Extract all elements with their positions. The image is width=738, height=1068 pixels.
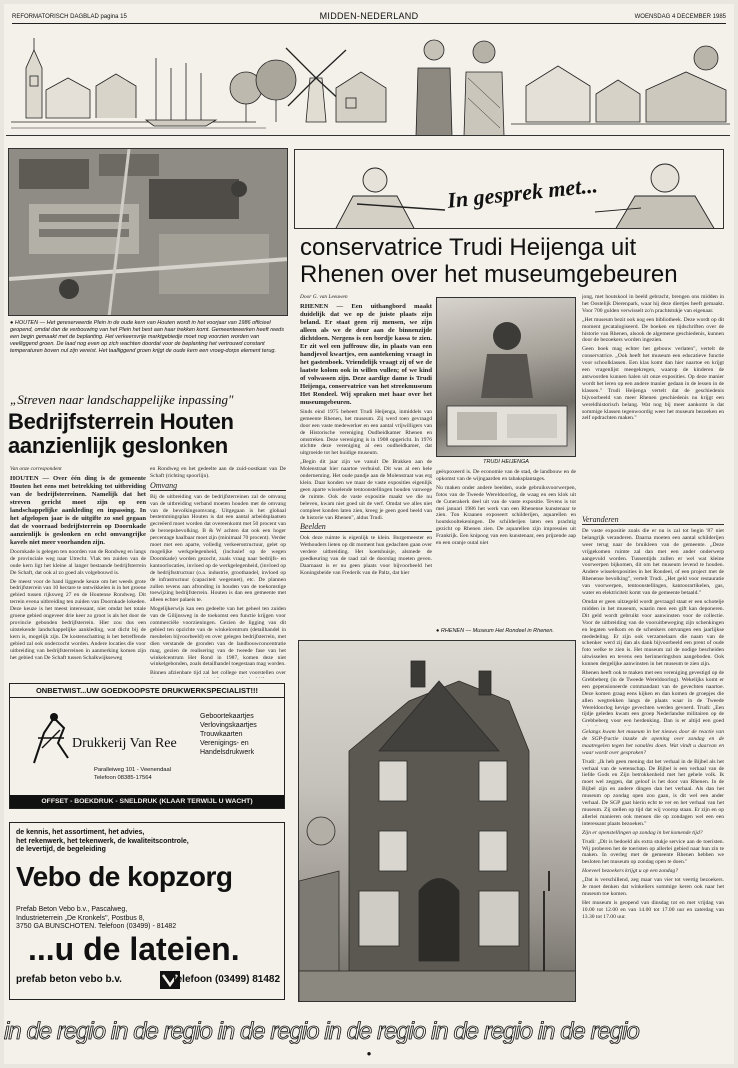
interview-paragraph: Ook deze ruimte is eigenlijk te klein. Burgemeester en Wethouders lieten op dit moment hun gedachten gaan over verdere uitbreiding. Het koetshuisje, alsmede de goedkeuring van de raad zal de doorslag moeten geven. Daarnaast is er nu geen plaats voor bijvoorbeeld het Koningsbeide van Frederik van de Paltz, dat hier (300, 535, 432, 576)
interview-column-3c (582, 729, 724, 1009)
page-bottom-mark: ● (366, 1049, 372, 1058)
advertisement-vebo (9, 822, 285, 1000)
service-item: Verenigings- en (200, 740, 249, 747)
ad-vebo-address-line: Prefab Beton Vebo b.v., Pascalweg, (16, 906, 128, 913)
photo-caption-trudi: TRUDI HEIJENGA (483, 459, 529, 465)
article-headline-houten: Bedrijfsterrein Houten aanzienlijk geslonken (8, 409, 234, 458)
article-lead: HOUTEN — Over één ding is de gemeente Houten het eens met betrekking tot uitbreiding van de bedrijfsterreinen. Namelijk dat het streven gericht moet zijn op een landschappelijke aankleding en inpassing. In het afgelopen jaar is de uitgifte zo snel gegaan dat de voorraad bedrijfsterrein op Doornkade aanzienlijk is geslonken en echt omvangrijke kavels niet meer voorhanden zijn. (10, 474, 146, 546)
article-paragraph: Doornkade is gelegen ten noorden van de Rondweg en langs de provinciale weg naar Utrecht. Vlak ten zuiden van de oude kern ligt het kleine al langer bestaande bedrijfsterrein De Schaft, dat ook al zo goed als volgebouwd is. (10, 548, 146, 576)
ad-drukkerij-phone: Telefoon 08385-17564 (94, 774, 152, 781)
interview-paragraph: Sinds eind 1975 beheert Trudi Heijenga, inmiddels van gemeente Rhenen, het museum. Zij werd toen gevraagd door een vaste medewerker en een aantal vrijwilligers van de Historische vereniging Oudheidkamer Rhenen en omstreken. Deze vereniging is in 1908 opgericht. In 1976 stichtte deze vereniging al een oudheidkamer, dat uitgroeide tot het huidige museum. (300, 408, 432, 457)
subhead-beelden: Beelden (300, 524, 432, 532)
photo-caption-museum: ● RHENEN — Museum Het Rondeel in Rhenen. (436, 628, 554, 634)
interview-question: Gelangs kwam het museum in het nieuws door de reactie van de SGP-fractie inzake de opening over zondag en de maatregelen tegen het vanalles doen. Wat vindt u daarvan en waar wordt over gesproken? (582, 729, 724, 756)
article-paragraph: Mogelijkerwijs kan een gedeelte van het geheel ten zuiden van de Gilijnsweg in de toekomst een functie krijgen voor commerciële voorzieningen. Gezien de ligging van dit gebied ten opzichte van de winkelcentrum (detailhandel in meubelen bijvoorbeeld) en over gelegen bedrijfsterrein, met dien verstande de gronden van de landbouwconcentratie mag, gezien de realisering van de tweede fase van het winkelcentrum Het Rond in 1987, komen deze niet winkelgebonden, zoals detailhandel toegestaan mag worden. (150, 606, 286, 668)
ad-vebo-slogan-2: ...u de lateien. (28, 931, 240, 967)
service-item: Verlovingskaartjes (200, 722, 257, 729)
ad-drukkerij-footer: OFFSET - BOEKDRUK - SNELDRUK (KLAAR TERWIJL U WACHT) (10, 795, 284, 808)
interview-paragraph: „Het museum bezit ook nog een bibliotheek. Deze wordt op dit moment gecatalogiseerd. De boeken en tijdschriften over de historie van Rhenen, alsook de algemene geschiedenis, kunnen door de bezoekers worden ingezien. (582, 316, 724, 344)
interview-column-1 (300, 294, 432, 634)
ad-drukkerij-brand: Drukkerij Van Ree (72, 736, 177, 751)
section-banner-illustration (6, 28, 730, 136)
interview-column-3 (582, 294, 724, 512)
printer-logo-icon (24, 708, 76, 768)
article-paragraph: en Rondweg en het gedeelte aan de zuid-oostkant van De Schaft (richting spoorlijn). (150, 466, 286, 479)
article-column-2 (150, 466, 286, 678)
interview-lead: RHENEN — Een uithangbord maakt duidelijk dat we op de juiste plaats zijn beland. Er staat geen rij mensen, we zijn alleen als we de deur aan de binnenzijde dichtdoen. Nergens is een bordje kassa te zien. Er zit wel een juffrouw die, in plaats van een handjevol kwartjes, een aantekening vraagt in het gastenboek. Vriendelijk vraagt zij of we de laatste kolom ook in willen vullen; of we kind of volwassen zijn. Deze aardige dame is Trudi Heijenga, conservatrice van het streekmuseum Het Rondeel. Wij spraken met haar over het museumgebeuren. (300, 302, 432, 406)
interview-series-title: In gesprek met... (446, 172, 599, 213)
ad-vebo-slogan: Vebo de kopzorg (16, 861, 233, 892)
subhead-omvang: Omvang (150, 483, 286, 491)
article-paragraph: Binnen afzienbare tijd zal het college met voorstellen over (150, 670, 286, 677)
interview-series-banner (294, 149, 724, 229)
ad-vebo-address-line: 3750 GA BUNSCHOTEN. Telefoon (03499) - 81482 (16, 923, 177, 930)
ad-drukkerij-services (200, 712, 257, 757)
interview-paragraph: jong, met houtskool in beeld gebracht, brengen ons midden in het Oostelijk Dierenpark, waar hij deze diertjes heeft gemaakt. Voor 700 gulden verwisselt zo'n prachtstukje van eigenaar. (582, 294, 724, 314)
interview-paragraph: Nu maken onder andere beelden, oude gebruiksvoorwerpen, fotos van de Tweede Wereldoorlog, de waag en een klok uit de Cunerakerk deel uit van de vaste expositie. Tevens is tot mei januari 1986 het werk van een Rhenense kunstenaar te zien. Ton Kraanen exposeert schilderijen, aquarellen en houtskooltekeningen. De schilderijen laten een prachtig gezicht op Rhenen zien. De aquarellen zijn impressies uit Frankrijk. Een knipoog van een kunstenaar, een prijzende aap en een oranje outal niet (436, 484, 576, 547)
ad-vebo-intro-line: de kennis, het assortiment, het advies, (16, 829, 145, 836)
ad-vebo-address-line: Industrieterrein „De Kronkels", Postbus 8, (16, 914, 145, 922)
interview-byline: Door G. van Leeuwen (300, 294, 348, 300)
subhead-veranderen: Veranderen (582, 517, 724, 525)
page-header (12, 10, 726, 24)
ad-vebo-intro-line: het rekenwerk, het tekenwerk, de kwaliteitscontrole, (16, 837, 189, 845)
ad-vebo-intro (16, 829, 189, 855)
interview-paragraph: De vaste expositie zoals die er nu is zal tot begin '87 niet belangrijk veranderen. Daarna moeten een aantal schilderijen weer terug naar de bruikleen van de gemeente. „Deze vrijgekomen ruimte zal dan met een ander onderwerp aangevuld worden. Tussentijds zullen er wel wat kleine voorwerpen bijkomen, dit om het museum levend te houden. Andere wisselexposities in het Rondeel, of een project met de Rhenense bevolking", vertelt Trudi. „Het geld voor restauratie van voorwerpen, tentoonstellingen, kantoorartikelen, gas, water en elektriciteit komt van de gemeente betaald." (582, 527, 724, 597)
museum-photo-rondeel (298, 640, 576, 1002)
ad-vebo-intro-line: de levertijd, de begeleiding (16, 846, 106, 853)
article-paragraph: De meest voor de hand liggende keuze om het weeds grote bedrijfsterrein van 10 hectare te ontwikkelen is in het groene gebied tussen rijksweg 27 en de Houtense Rondweg. Dit terrein evena uitbreiding ten zuiden van Doornkade lokeden. Deze keuze is het meest interessant, niet omdat het totale groene gebied ongeveer drie keer zo groot is als het door de provincie gebonden bedrijfsterrein. Hier zou dus een uitstekende landschappelijke aankleding, wat dicht bij de kern is, mogelijk zijn. De kostenschatting is het betreffende gebied zal ook onderzocht worden. Andere locaties die voor uitbreiding van bedrijfsterreinen in aanmerking komen zijn het gebied van De Schaft tussen Schalkwijkseweg (10, 578, 146, 661)
service-item: Handelsdrukwerk (200, 749, 255, 756)
article-column-1 (10, 466, 146, 678)
interview-question: Hoeveel bezoekers krijgt u op een zondag? (582, 868, 678, 875)
ad-vebo-company: prefab beton vebo b.v. (16, 974, 122, 985)
regional-footer-band: in de regio in de regio in de regio in de regio in de regio in de regio (4, 1018, 639, 1044)
interview-paragraph: „Dat is verschillend, zeg maar van vier tot veertig bezoekers. Je moet denken dat winkeliers sommige keren ook naar het museum toe komen. (582, 877, 724, 897)
aerial-photo-houten (8, 148, 288, 316)
banner-drawing (6, 28, 730, 136)
interview-column-3b (582, 514, 724, 726)
interview-paragraph: Trudi: „Dit is bedoeld als extra stukje service aan de toeristen. Wij proberen het de toeristen op allerlei gebied naar hun zin te maken. In overleg met de gemeente Rhenen hebben we besloten het museum op zondag open te doen." (582, 838, 724, 866)
interview-question: Zijn er openstellingen op zondag in het komende tijd? (582, 829, 703, 836)
interview-paragraph: Omdat er geen uitzegeld wordt gevraagd staat er een schotelje midden in het museum, waarin men een gift kan deponeren. Dit geld wordt gebruikt voor aanwinsten voor de collectie. Voor de uitbreiding van de vooruitbeweging zijn schenkingen en legaten welkom en de schenkers ontvangen een jaarlijkse mededeling. Er zijn ook verzamelaars die naam van de schenker werd zij dan als dank bijvoorbeeld een prent of oude foto welke te zien is. Het museum zal de nodige bescheiden uitwisselen en tevens een herinneringsbon aangeboden. Ook kunnen dergelijke aanwinsten in het museum te zien zijn. (582, 598, 724, 668)
article-paragraph: Bij de uitbreiding van de bedrijfsterreinen zal de omvang van de uitbreiding verband moeten houden met de omvang van de bevolkingsomvang. Uitgegaan is het globaal bestemmingsplan Houten is dat een aantal arbeidsplaatsen gecreëerd moet worden dat overeenkomt met 50 procent van de beroepsbevolking. B & W achten dat ook een hoger percentage haalbaar moet zijn (minimaal 70 procent). Verder moet met een aparte, volledig verkeersstructuur, gelet op mogelijke werkgelegenheid, (inclusief op de wegen Doornkade) worden gezocht, zoals vraag naar bedrijfs- en kantoorlocaties, invloed op de werkgelegenheid, (invloed op de bedrijfsstructuur (o.a. industrie, groothandel, invloed op de infrastructuur (capaciteit wegennet), etc. De plannen zullen tevens aan afronding in houden van de toekomstige toewijzing bedrijfsterrein. Houten is dan een gemeente met alleen echter palaeis te. (150, 493, 286, 604)
interview-paragraph: Rhenen heeft ook te maken met een vereniging gevestigd op de Grebbeberg (in de Tweede Wereldoorlog). Wekelijks komt er een gepensioneerde commandant van de gevechten naartoe. Deze komen graag eens kijken en dan komen de groepjes die allen wegtrekken langs de plaats waar in de Tweede Wereldoorlog hevige gevechten werden gevoerd. Trudi: „Een tijdje geleden kwam een groep Nederlandse militairen op de Grebbeberg voor een herdenking. Dan is er altijd een goed (582, 670, 724, 725)
ad-vebo-phone: telefoon (03499) 81482 (173, 974, 280, 985)
header-section: MIDDEN-NEDERLAND (319, 11, 419, 21)
portrait-photo-trudi (436, 297, 576, 457)
header-left: REFORMATORISCH DAGBLAD pagina 15 (12, 14, 127, 20)
service-item: Geboortekaartjes (200, 713, 254, 720)
ad-drukkerij-address: Paralleiweg 101 - Veenendaal (94, 767, 172, 773)
interview-paragraph: Het museum is geopend van dinsdag tot en met vrijdag van 10.00 tot 12.00 en van 14.00 tot 17.00 uur en zaterdag van 13.30 tot 17.00 uur. (582, 899, 724, 920)
interview-paragraph: geëxpoxeerd is. De economie van de stad, de landbouw en de opkomst van de wijngaarden en tabaksplantages. (436, 469, 576, 482)
article-byline: Van onze correspondent (10, 466, 62, 472)
interview-paragraph: Geen boek mag echter het gebouw verlaten", vertelt de conservatrice. „Ook heeft het museum een educatieve functie voor schoolklassen. Een klas komt dan hier naartoe en krijgt een vragenlijst meegekregen, waarop de kinderen de antwoorden kunnen halen uit onze exposities. Op deze manier wordt het leren op een andere manier gedaan in de lessen in de klassen." Trudi Heijenga vertelt dat de geschiedenis bijvoorbeeld van meer Rhenen geschiedenis nu krijgt een wereldhistorisch belang. Wat nog bij meer aankomt is dat sommige klassen tegenwoordig weer het museum bezoeken en zelf opdrachten maken." (582, 346, 724, 422)
ad-drukkerij-address-block (94, 767, 171, 782)
article-kicker: „Streven naar landschappelijke inpassing" (10, 392, 234, 407)
service-item: Trouwkaarten (200, 731, 243, 738)
ad-drukkerij-headline: ONBETWIST...UW GOEDKOOPSTE DRUKWERKSPECIALIST!!! (10, 684, 284, 698)
article-headline-rhenen: conservatrice Trudi Heijenga uit Rhenen over het museumgebeuren (300, 234, 678, 288)
newspaper-page (4, 4, 734, 1064)
aerial-photo-content (9, 149, 288, 316)
advertisement-drukkerij (9, 683, 285, 809)
header-date: WOENSDAG 4 DECEMBER 1985 (634, 14, 726, 20)
ad-vebo-address (16, 906, 176, 932)
museum-photo-content (299, 641, 576, 1002)
photo-caption-houten: ● HOUTEN — Het gereserveerde Plein in de oude kern van Houten wordt in het voorjaar van 1986 officieel geopend, omdat dan de verbouwing van het Plein het best aan haar trekken komt. Gemeentewerken heeft reeds een begin gemaakt met de beplanting. Het verkeersvrije marktgebiedje moet nog voorzien worden van veelliggend groen. De laad nog even op zich wachten doordat voor de beplanting het vertrouwd constant temperaturen boven nul zijn vereist. Het taalliggend groen krijgt de oude kern een vroeg-dorps element terug. (10, 320, 284, 354)
portrait-photo-content (437, 298, 576, 457)
interview-paragraph: Trudi: „Ik heb geen mening dat het verhaal in de Bijbel als het verhaal van de wetenschap. De Bijbel is een verhaal van de liefde Gods en Zijn betrokkenheid met het gehele volk. Ik moet wel zeggen, dat geloof is het door van Rhenen. In de Bijbel zijn en andere dingen dan het verhaal. Als dan het museum op zondag open zou gaan, is dit wel een ander verhaal. De SGP gaat hierin echt te ver en het verhaal van het museum. Zij stellen op tijd dat wij voorop staan. Er zijn en op allerlei manieren ook mensen die op zondagen wel een een interessant plaats bezoeken." (582, 758, 724, 827)
interview-paragraph: „Begin dit jaar zijn we vanuit De Brakken aan de Molenstraat hier naartoe verhuisd. Dit was al een hele onderneming. Het oude pandje aan de Molenstraat was erg klein. Daar konden we maar de vaste exposities eigenlijk geen aparte wisselende tentoonstellingen houden vanwege de ruimte. Ook de vaste expositie maakt we die nu beleven, kwam niet goed uit de verf. Omdat we alles niet compleet konden laten zien, kreeg je geen goed beeld van de historie van Rhenen", aldus Trudi. (300, 459, 432, 521)
interview-column-2 (436, 469, 576, 639)
